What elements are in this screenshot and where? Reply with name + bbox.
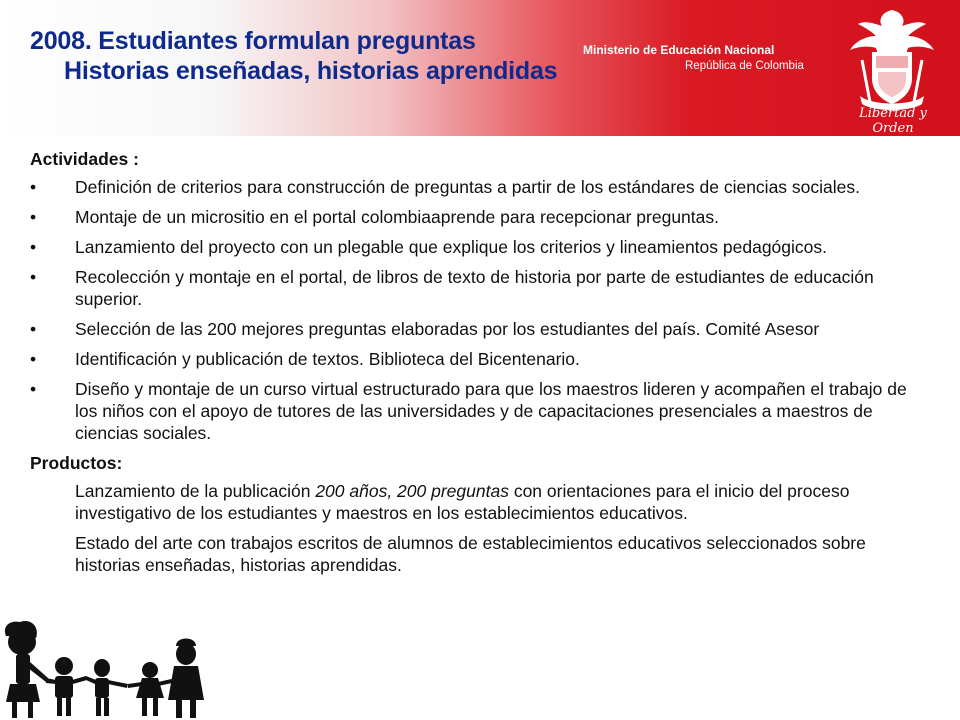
bullet-icon: • <box>30 379 37 399</box>
list-item <box>30 236 930 258</box>
list-item-text: Selección de las 200 mejores preguntas elaboradas por los estudiantes del país. Comité Asesor <box>75 319 820 339</box>
bullet-icon: • <box>30 177 37 197</box>
activities-list <box>30 176 930 444</box>
products-heading: Productos: <box>30 453 123 473</box>
activities-heading: Actividades : <box>30 149 139 169</box>
bullet-icon: • <box>30 349 37 369</box>
ministry-subtitle: República de Colombia <box>685 60 804 72</box>
product-paragraph-2: Estado del arte con trabajos escritos de alumnos de establecimientos educativos seleccionados sobre historias enseñadas, historias aprendidas. <box>75 533 866 575</box>
list-item <box>30 318 930 340</box>
list-item-text: Recolección y montaje en el portal, de libros de texto de historia por parte de estudiantes de educación superior. <box>75 267 874 309</box>
product-paragraph-1 <box>30 480 930 524</box>
bullet-icon: • <box>30 267 37 287</box>
list-item <box>30 348 930 370</box>
slide-title <box>30 26 557 86</box>
seal-motto: Libertad y Orden <box>859 106 927 136</box>
publication-title: 200 años, 200 preguntas <box>315 481 509 501</box>
list-item <box>30 378 930 444</box>
list-item <box>30 266 930 310</box>
ministry-label <box>583 42 833 74</box>
list-item-text: Definición de criterios para construcción de preguntas a partir de los estándares de ciencias sociales. <box>75 177 861 197</box>
slide-body <box>30 148 930 584</box>
bullet-icon: • <box>30 237 37 257</box>
title-line-2: Historias enseñadas, historias aprendidas <box>64 57 558 85</box>
children-holding-hands-icon <box>0 612 230 720</box>
list-item-text: Diseño y montaje de un curso virtual estructurado para que los maestros lideren y acompañen el trabajo de los niños con el apoyo de tutores de las universidades y de capacitaciones presenciales a maestros de ciencias sociales. <box>75 379 907 443</box>
bullet-icon: • <box>30 207 37 227</box>
ministry-name: Ministerio de Educación Nacional <box>583 43 775 57</box>
list-item-text: Montaje de un micrositio en el portal colombiaaprende para recepcionar preguntas. <box>75 207 719 227</box>
list-item-text: Identificación y publicación de textos. Biblioteca del Bicentenario. <box>75 349 580 369</box>
list-item-text: Lanzamiento del proyecto con un plegable que explique los criterios y lineamientos pedagógicos. <box>75 237 828 257</box>
list-item <box>30 206 930 228</box>
bullet-icon: • <box>30 319 37 339</box>
product-text: Lanzamiento de la publicación <box>75 481 316 501</box>
list-item <box>30 176 930 198</box>
title-line-1: 2008. Estudiantes formulan preguntas <box>30 27 476 55</box>
product-text: con orientaciones para el inicio del proceso investigativo de los estudiantes y maestros en los establecimientos educativos. <box>75 481 850 523</box>
